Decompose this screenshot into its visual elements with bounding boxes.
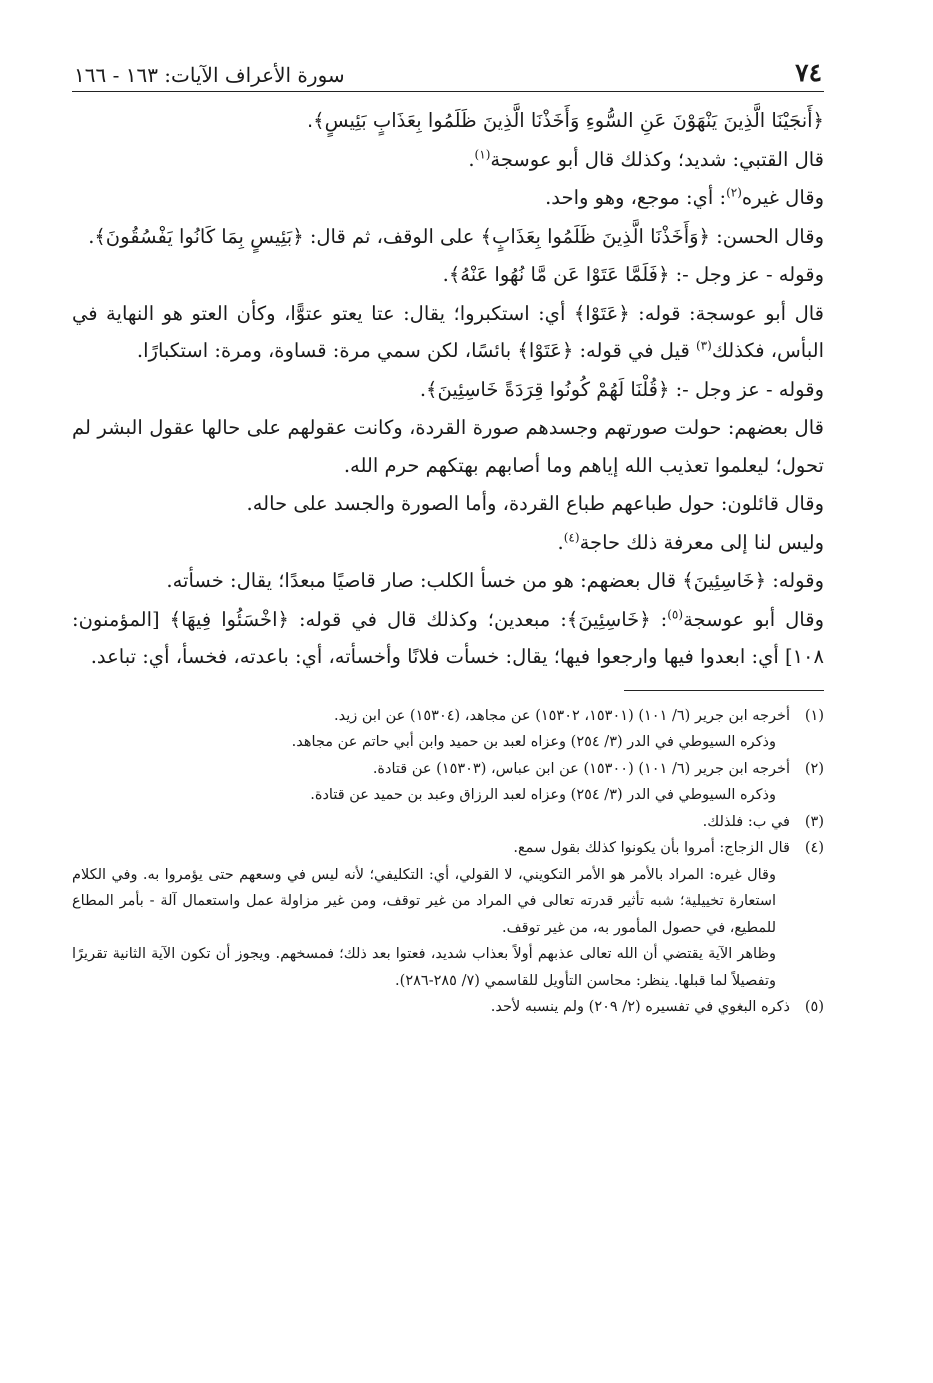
footnote-5 xyxy=(72,994,824,1021)
paragraph-text: وقال غيره xyxy=(741,186,824,209)
paragraph-abu-awsaja xyxy=(72,295,824,370)
document-page xyxy=(72,52,824,1352)
paragraph-qutabi xyxy=(72,141,824,179)
paragraph-abu-awsaja-khasiin xyxy=(72,601,824,676)
footnote-ref-2[interactable]: (٢) xyxy=(726,185,742,200)
footnote-number: (٣) xyxy=(804,813,824,830)
paragraph-verse-ending: ﴿أَنجَيْنَا الَّذِينَ يَنْهَوْنَ عَنِ السُّوءِ وَأَخَذْنَا الَّذِينَ ظَلَمُوا بِعَذَابٍ بَئِيسٍ﴾. xyxy=(306,109,824,132)
footnote-ref-5[interactable]: (٥) xyxy=(667,607,684,621)
paragraph-text-tail: : ﴿خَاسِئِينَ﴾: مبعدين؛ وكذلك قال في قوله: ﴿اخْسَئُوا فِيهَا﴾ [المؤمنون: ١٠٨] أي: ابعدوا فيها وارجعوا فيها؛ يقال: خسأت فلانًا وأخسأته، أي: باعدته، فخسأ، أي: تباعد. xyxy=(72,607,824,668)
footnote-line: وقال غيره: المراد بالأمر هو الأمر التكويني، لا القولي، أي: التكليفي؛ لأنه ليس في وسعهم حتى يؤمروا به. وفي الكلام استعارة تخييلية؛ شبه تأثير قدرته تعالى في المراد من غير توقف، ومن غير مزاولة عمل واستعمال آلة - بأمر المطاع للمطيع، في حصول المأمور به، من غير توقف. xyxy=(72,866,776,936)
footnote-line: وذكره السيوطي في الدر (٣/ ٢٥٤) وعزاه لعبد الرزاق وعبد بن حميد عن قتادة. xyxy=(310,787,776,803)
paragraph-hasan: وقال الحسن: ﴿وَأَخَذْنَا الَّذِينَ ظَلَمُوا بِعَذَابٍ﴾ على الوقف، ثم قال: ﴿بَئِيسٍ بِمَا كَانُوا يَفْسُقُونَ﴾. xyxy=(88,224,824,248)
paragraph-no-need xyxy=(72,524,824,562)
footnote-line: أخرجه ابن جرير (٦/ ١٠١) (١٥٣٠١، ١٥٣٠٢) عن مجاهد، (١٥٣٠٤) عن ابن زيد. xyxy=(334,707,790,724)
footnote-number: (٤) xyxy=(804,840,824,856)
paragraph-text: قال أبو عوسجة: قوله: ﴿عَتَوْا﴾ أي: استكبروا؛ يقال: عتا يعتو عتوًّا، وكأن العتو هو النهاية في البأس، فكذلك xyxy=(72,301,824,362)
paragraph-text-tail: : أي: موجع، وهو واحد. xyxy=(545,186,727,209)
footnote-number: (٢) xyxy=(804,760,824,777)
surah-title: سورة الأعراف الآيات: ١٦٣ - ١٦٦ xyxy=(74,63,345,87)
paragraph-text: وقال أبو عوسجة xyxy=(683,607,824,631)
footnote-number: (٥) xyxy=(804,999,824,1015)
footnote-line: قال الزجاج: أمروا بأن يكونوا كذلك بقول سمع. xyxy=(513,840,790,856)
footnote-ref-4[interactable]: (٤) xyxy=(563,530,580,544)
footnote-body xyxy=(72,835,790,994)
page-number: ٧٤ xyxy=(795,58,822,87)
footnote-body xyxy=(72,703,790,756)
paragraph-text-tail: قيل في قوله: ﴿عَتَوْا﴾ بائسًا، لكن سمي مرة: قساوة، ومرة: استكبارًا. xyxy=(136,339,696,362)
footnote-body xyxy=(72,809,790,836)
footnote-line: ذكره البغوي في تفسيره (٢/ ٢٠٩) ولم ينسبه لأحد. xyxy=(490,999,790,1015)
footnote-1 xyxy=(72,703,824,756)
footnote-line: وذكره السيوطي في الدر (٣/ ٢٥٤) وعزاه لعبد بن حميد وابن أبي حاتم عن مجاهد. xyxy=(291,734,776,750)
footnote-divider xyxy=(624,690,824,691)
paragraph-text: وليس لنا إلى معرفة ذلك حاجة xyxy=(579,530,824,554)
footnote-line: وظاهر الآية يقتضي أن الله تعالى عذبهم أولاً بعذاب شديد، فعتوا بعد ذلك؛ فمسخهم. ويجوز أن تكون الآية الثانية تقريرًا وتفصيلاً لما قبلها. ينظر: محاسن التأويل للقاسمي (٧/ ٢٨٥-٢٨٦). xyxy=(72,946,776,989)
body-text xyxy=(72,102,824,676)
running-head xyxy=(72,52,824,92)
footnote-ref-3[interactable]: (٣) xyxy=(695,338,712,353)
paragraph-khasiin: وقوله: ﴿خَاسِئِينَ﴾ قال بعضهم: هو من خسأ الكلب: صار قاصيًا مبعدًا؛ يقال: خسأته. xyxy=(166,569,824,592)
footnote-ref-1[interactable]: (١) xyxy=(474,147,491,161)
paragraph-text-end: . xyxy=(557,530,564,554)
paragraph-verse-qiradah: وقوله - عز وجل -: ﴿قُلْنَا لَهُمْ كُونُوا قِرَدَةً خَاسِئِينَ﴾. xyxy=(419,377,824,401)
footnotes xyxy=(72,703,824,1021)
paragraph-natures: وقال قائلون: حول طباعهم طباع القردة، وأما الصورة والجسد على حاله. xyxy=(246,492,824,515)
paragraph-verse-atau: وقوله - عز وجل -: ﴿فَلَمَّا عَتَوْا عَن مَّا نُهُوا عَنْهُ﴾. xyxy=(442,263,824,286)
footnote-line: في ب: فلذلك. xyxy=(702,813,790,830)
footnote-4 xyxy=(72,835,824,994)
footnote-body xyxy=(72,994,790,1021)
footnote-line: أخرجه ابن جرير (٦/ ١٠١) (١٥٣٠٠) عن ابن عباس، (١٥٣٠٣) عن قتادة. xyxy=(372,760,790,777)
paragraph-transformation: قال بعضهم: حولت صورتهم وجسدهم صورة القردة، وكانت عقولهم على حالها عقول البشر لم تحول؛ ليعلموا تعذيب الله إياهم وما أصابهم بهتكهم حرم الله. xyxy=(72,416,824,477)
paragraph-other-saying xyxy=(72,179,824,217)
footnote-3 xyxy=(72,809,824,836)
paragraph-text: قال القتبي: شديد؛ وكذلك قال أبو عوسجة xyxy=(490,147,824,171)
footnote-2 xyxy=(72,756,824,809)
footnote-number: (١) xyxy=(804,707,824,724)
footnote-body xyxy=(72,756,790,809)
paragraph-text-end: . xyxy=(468,147,475,171)
